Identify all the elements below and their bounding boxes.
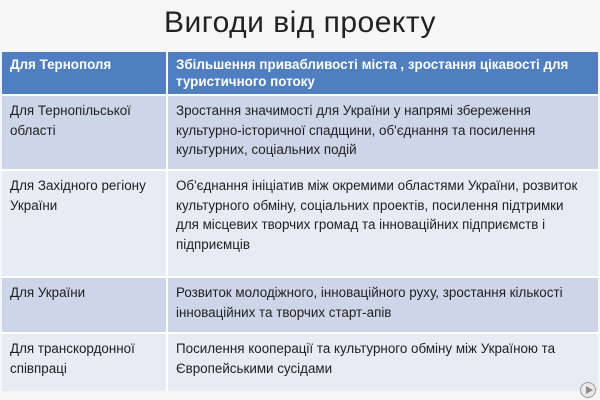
row-target-cell [2,170,167,277]
row-benefit-text: Посилення кооперації та культурного обміну між Україною та Європейськими сусідами [176,341,556,376]
row-benefit-cell [167,95,598,170]
benefits-table [2,52,598,391]
table-row [2,95,598,170]
row-benefit-text: Зростання значимості для України у напрямі збереження культурно-історичної спадщини, об'єднання та посилення культурних, соціальних подій [176,103,536,157]
row-target-text: Для транскордонної співпраці [10,341,135,376]
row-target-text: Для Тернопільської області [10,103,131,138]
row-target-text: Для України [10,285,86,300]
header-target-cell: Для Тернополя [2,52,167,95]
play-icon[interactable] [580,382,596,398]
row-benefit-cell [167,170,598,277]
row-benefit-cell [167,277,598,333]
row-target-text: Для Західного регіону України [10,178,146,213]
table-row [2,277,598,333]
row-benefit-text: Об'єднання ініціатив між окремими областями України, розвиток культурного обміну, соціальних проектів, посилення підтримки для місцевих творчих громад та інноваційних підприємств і підприємців [176,178,578,252]
row-target-cell [2,333,167,391]
header-benefit-cell: Збільшення привабливості міста , зростання цікавості для туристичного потоку [167,52,598,95]
row-target-cell [2,277,167,333]
row-benefit-text: Розвиток молодіжного, інноваційного руху, зростання кількості інноваційних та творчих старт-апів [176,285,563,320]
table-header-row [2,52,598,95]
row-target-cell [2,95,167,170]
table-row [2,170,598,277]
row-benefit-cell [167,333,598,391]
table-row [2,333,598,391]
slide-title: Вигоди від проекту [164,6,436,39]
